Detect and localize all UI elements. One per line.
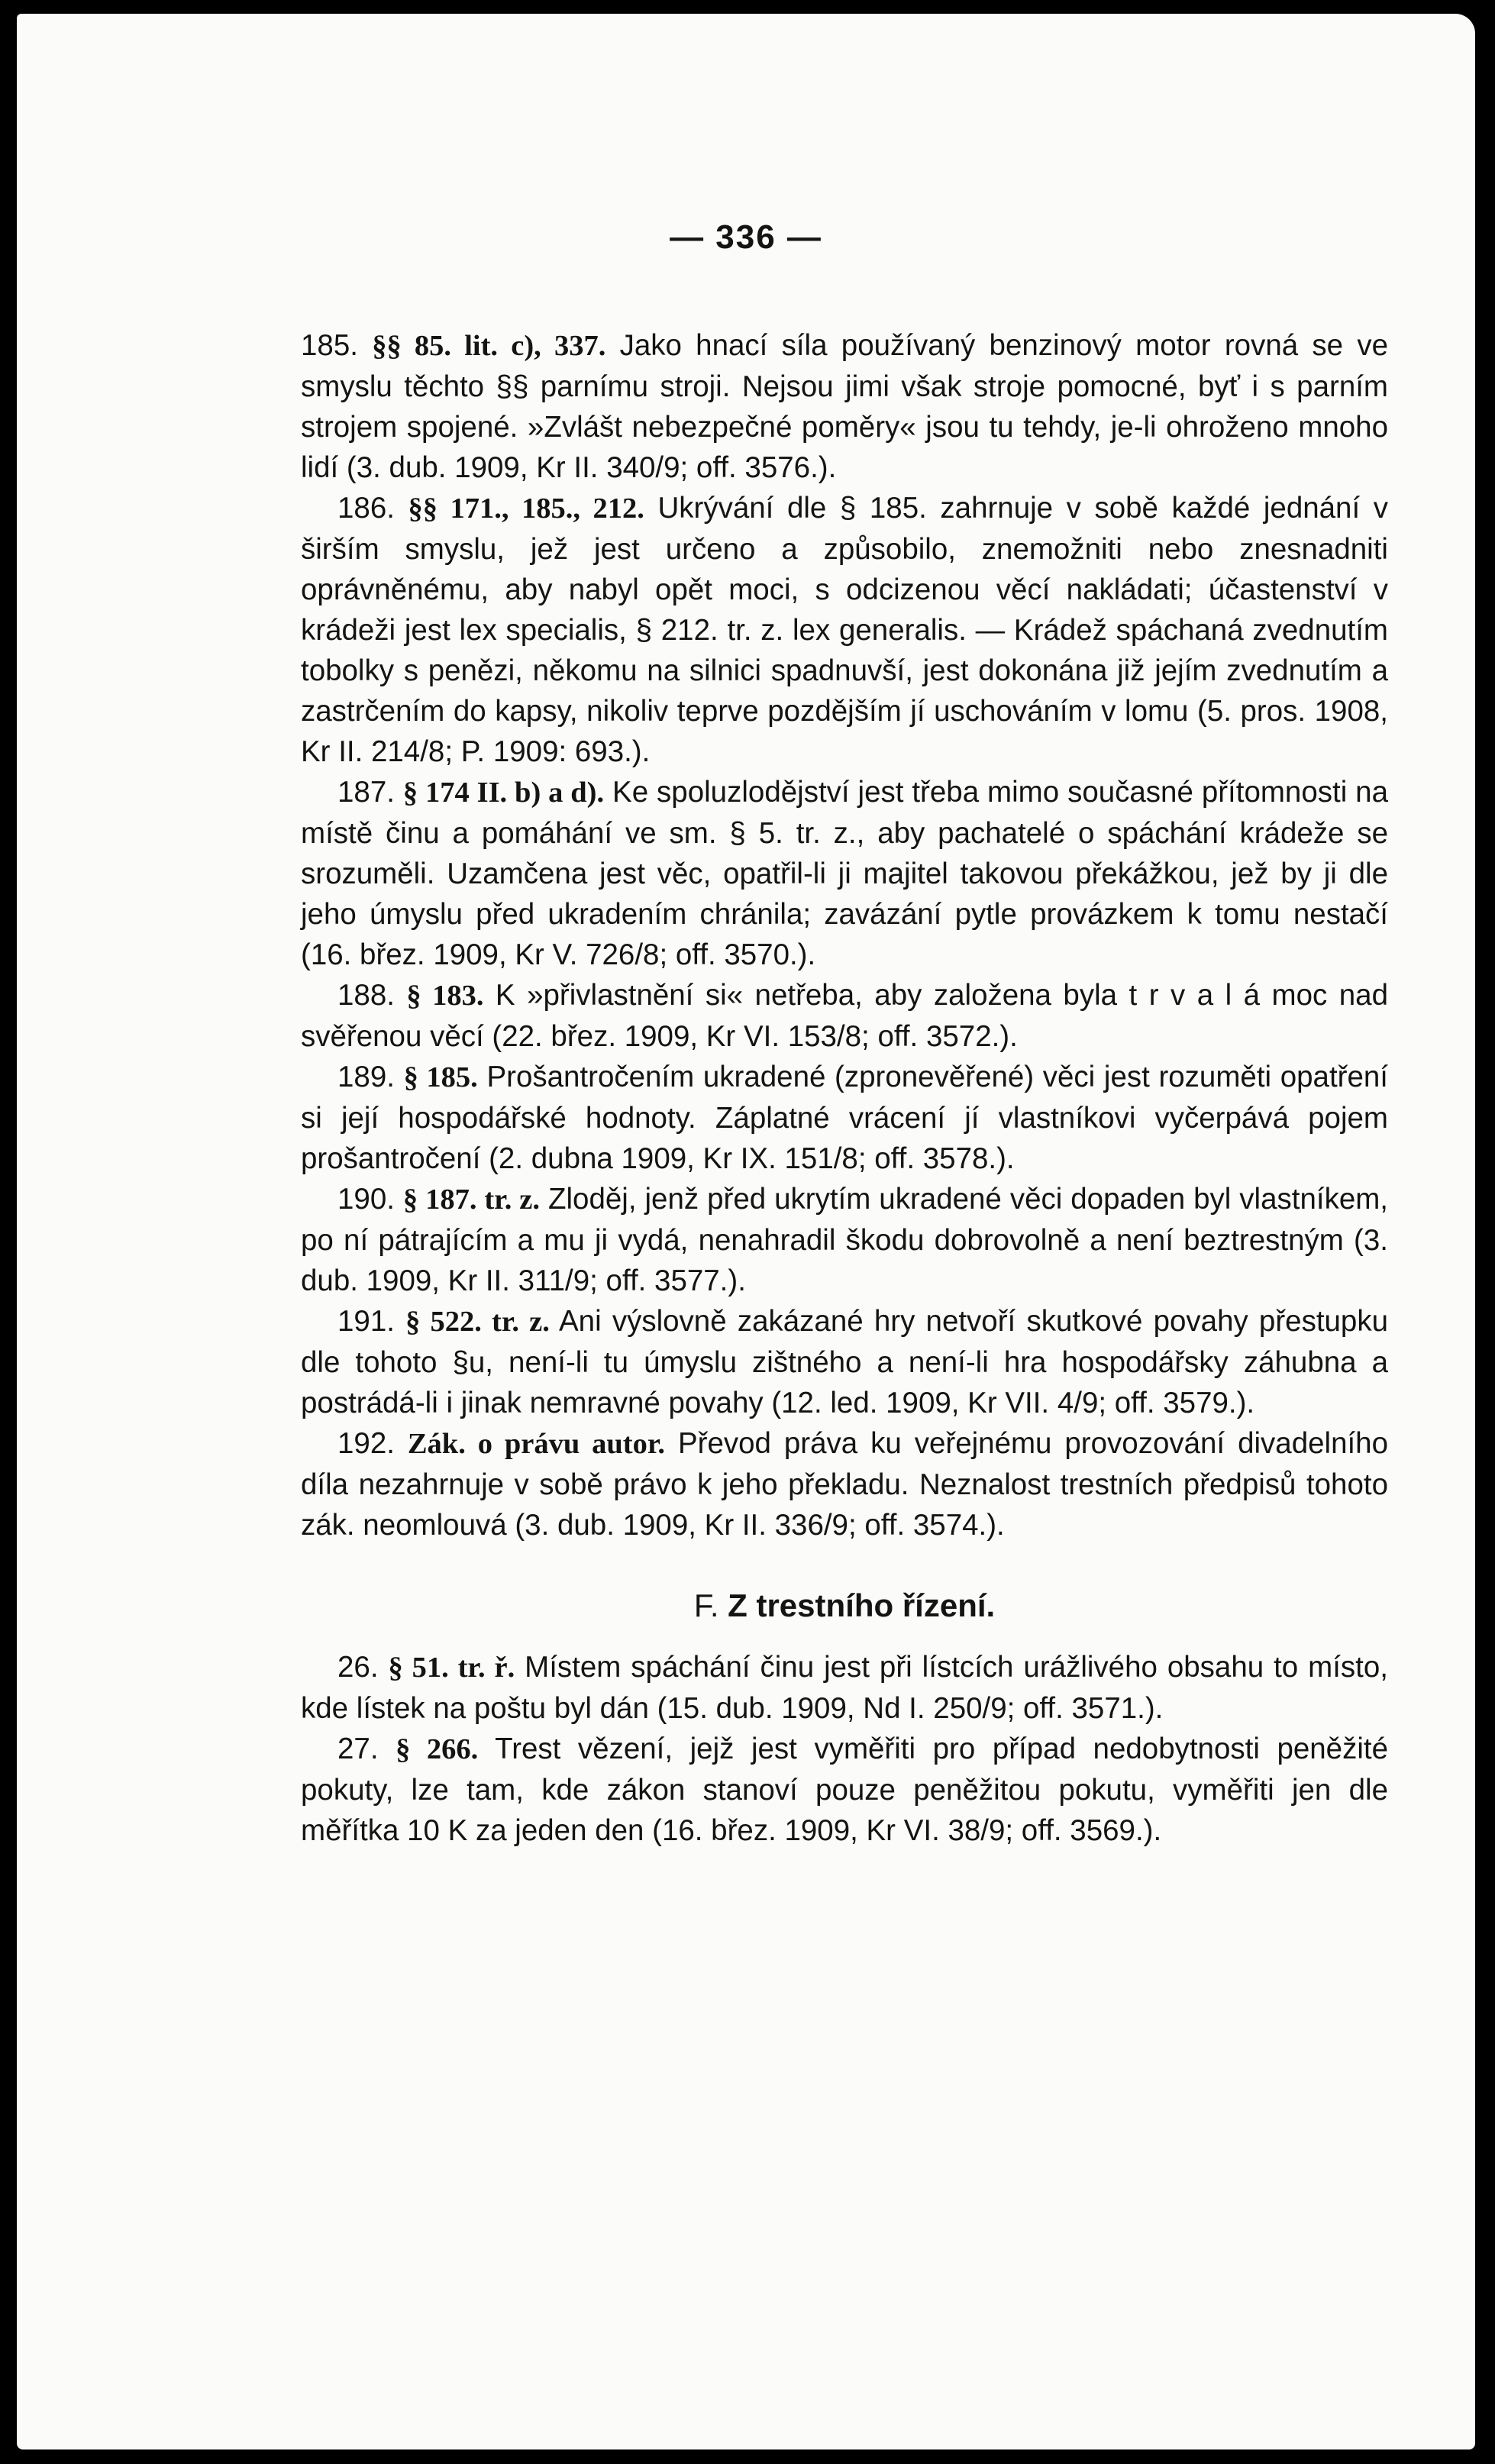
entry-text: Prošantročením ukradené (zpronevěřené) věci jest rozuměti opatření si její hospodářské hodnoty. Záplatné vrácení jí vlastníkovi vyčerpává pojem prošantročení (2. dubna 1909, Kr IX. 151/8; off. 3578.). [301,1061,1388,1175]
entry-reference: § 522. tr. z. [405,1306,550,1338]
entry-number: 192. [337,1427,395,1460]
entry-text: Místem spáchání činu jest při lístcích urážlivého obsahu to místo, kde lístek na poštu byl dán (15. dub. 1909, Nd I. 250/9; off. 3571.). [301,1651,1388,1725]
entry-reference: § 185. [403,1061,478,1093]
entry-number: 189. [337,1061,395,1093]
entry-26 [301,1647,1388,1729]
book-page [17,14,1475,2449]
entry-192 [301,1423,1388,1545]
entry-text: Zloděj, jenž před ukrytím ukradené věci dopaden byl vlastníkem, po ní pátrajícím a mu ji vydá, nenahradil škodu dobrovolně a není beztrestným (3. dub. 1909, Kr II. 311/9; off. 3577.). [301,1183,1389,1297]
entry-reference: § 187. tr. z. [402,1184,540,1216]
entry-text: Ani výslovně zakázané hry netvoří skutkové povahy přestupku dle tohoto §u, není-li tu úmyslu zištného a není-li hra hospodářsky záhubna a postrádá-li i jinak nemravné povahy (12. led. 1909, Kr VII. 4/9; off. 3579.). [301,1305,1389,1419]
entry-185 [301,325,1388,488]
entry-text: Jako hnací síla používaný benzinový motor rovná se ve smyslu těchto §§ parnímu stroji. Nejsou jimi však stroje pomocné, byť i s parním strojem spojené. »Zvlášt nebezpečné poměry« jsou tu tehdy, je-li ohroženo mnoho lidí (3. dub. 1909, Kr II. 340/9; off. 3576.). [301,329,1388,484]
section-letter: F. [693,1587,719,1623]
entry-number: 27. [337,1733,379,1765]
entry-text: Ukrývání dle § 185. zahrnuje v sobě každé jednání v širším smyslu, jež jest určeno a způsobilo, znemožniti nebo znesnadniti oprávněnému, aby nabyl opět moci, s odcizenou věcí nakládati; účastenství v krádeži jest lex specialis, § 212. tr. z. lex generalis. — Krádež spáchaná zvednutím tobolky s penězi, někomu na silnici spadnuvší, jest dokonána již jejím zvednutím a zastrčením do kapsy, nikoliv teprve pozdějším jí uschováním v lomu (5. pros. 1908, Kr II. 214/8; P. 1909: 693.). [301,492,1388,768]
page-number: — 336 — [670,218,822,256]
entry-number: 186. [337,492,395,525]
entry-27 [301,1729,1388,1851]
entry-189 [301,1057,1388,1179]
entry-reference: § 183. [406,980,484,1012]
entry-number: 26. [337,1651,379,1684]
entry-number: 188. [337,979,395,1012]
entry-text: Převod práva ku veřejnému provozování divadelního díla nezahrnuje v sobě právo k jeho překladu. Neznalost trestních předpisů tohoto zák. neomlouvá (3. dub. 1909, Kr II. 336/9; off. 3574.). [301,1427,1389,1542]
entry-reference: § 51. tr. ř. [388,1652,515,1684]
entry-186 [301,488,1388,772]
entry-188 [301,975,1388,1057]
entry-reference: §§ 171., 185., 212. [408,492,644,525]
entry-text: Ke spoluzlodějství jest třeba mimo současné přítomnosti na místě činu a pomáhání ve sm. § 5. tr. z., aby pachatelé o spáchání krádeže se srozuměli. Uzamčena jest věc, opatřil-li ji majitel takovou překážkou, jež by ji dle jeho úmyslu před ukradením chránila; zavázání pytle provázkem k tomu nestačí (16. břez. 1909, Kr V. 726/8; off. 3570.). [301,776,1389,971]
section-heading [301,1585,1388,1626]
entry-191 [301,1301,1388,1423]
entry-187 [301,772,1388,975]
entry-190 [301,1179,1388,1301]
text-body [301,325,1388,1851]
entry-reference: § 266. [396,1733,479,1765]
entry-number: 190. [337,1183,395,1216]
entry-reference: Zák. o právu autor. [407,1428,666,1460]
section-title: Z trestního řízení. [728,1587,996,1623]
entry-text: K »přivlastnění si« netřeba, aby založena byla t r v a l á moc nad svěřenou věcí (22. břez. 1909, Kr VI. 153/8; off. 3572.). [301,979,1388,1053]
entry-text: Trest vězení, jejž jest vyměřiti pro případ nedobytnosti peněžité pokuty, lze tam, kde zákon stanoví pouze peněžitou pokutu, vyměřiti jen dle měřítka 10 K za jeden den (16. břez. 1909, Kr VI. 38/9; off. 3569.). [301,1733,1389,1847]
entry-number: 187. [337,776,395,809]
entry-reference: §§ 85. lit. c), 337. [372,330,606,362]
entry-number: 185. [301,329,358,362]
entry-number: 191. [337,1305,395,1338]
entry-reference: § 174 II. b) a d). [402,777,605,809]
